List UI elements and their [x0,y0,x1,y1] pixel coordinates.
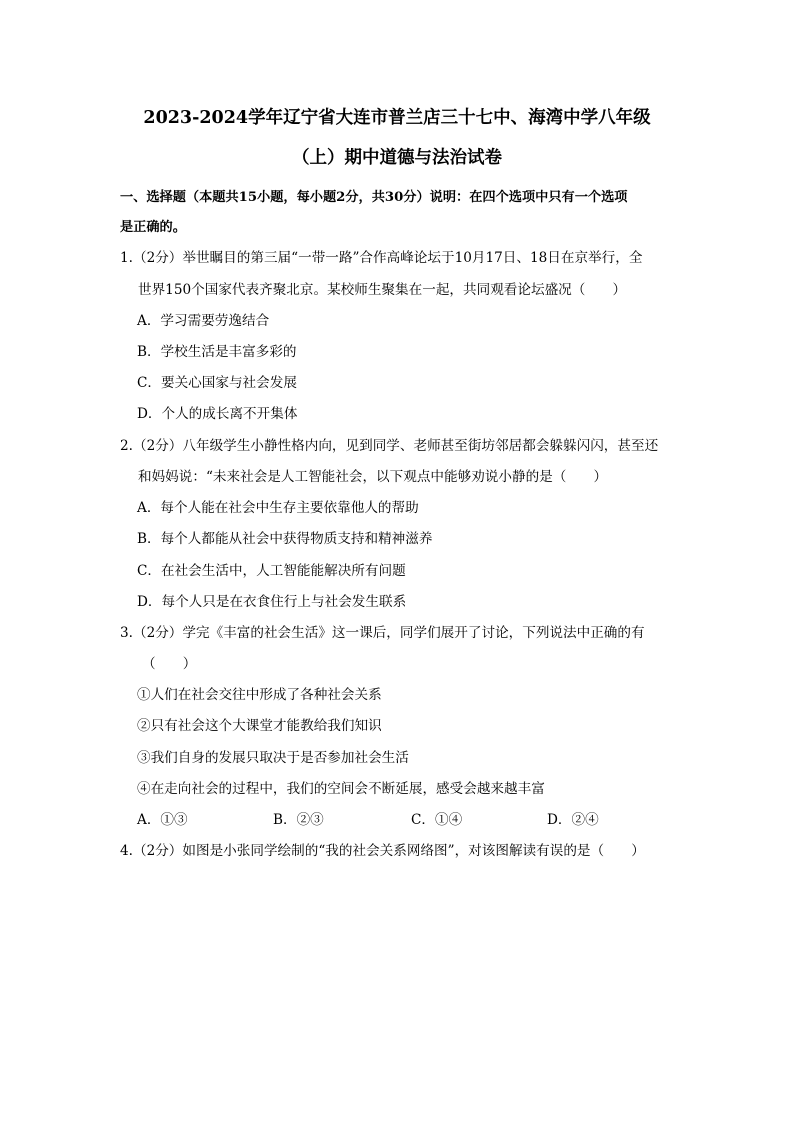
question-4-stem: 4.（2分）如图是小张同学绘制的“我的社会关系网络图”，对该图解读有误的是（ ） [120,843,645,859]
question-3-option-d: D．②④ [547,812,599,828]
question-3-option-c: C．①④ [411,812,463,828]
section-heading: 一、选择题（本题共15小题，每小题2分，共30分）说明：在四个选项中只有一个选项 [120,190,628,205]
question-3-statement-4: ④在走向社会的过程中，我们的空间会不断延展，感受会越来越丰富 [137,781,545,797]
exam-title-line1: 2023-2024学年辽宁省大连市普兰店三十七中、海湾中学八年级 [143,108,651,128]
question-1-stem: 1.（2分）举世瞩目的第三届“一带一路”合作高峰论坛于10月17日、18日在京举行，全 [120,250,643,266]
question-3-stem-cont: （ ） [142,656,197,672]
question-1-option-b: B．学校生活是丰富多彩的 [137,344,297,360]
question-1-stem-cont: 世界150个国家代表齐聚北京。某校师生聚集在一起，共同观看论坛盛况（ ） [138,282,627,298]
question-3-statement-3: ③我们自身的发展只取决于是否参加社会生活 [137,750,409,766]
question-3-option-a: A．①③ [137,812,188,828]
question-1-option-a: A．学习需要劳逸结合 [137,313,270,329]
question-3-stem: 3.（2分）学完《丰富的社会生活》这一课后，同学们展开了讨论，下列说法中正确的有 [120,625,645,641]
question-2-stem: 2.（2分）八年级学生小静性格内向，见到同学、老师甚至街坊邻居都会躲躲闪闪，甚至还 [120,438,659,454]
question-1-option-c: C．要关心国家与社会发展 [137,375,297,391]
question-3-statement-1: ①人们在社会交往中形成了各种社会关系 [137,687,382,703]
question-3-statement-2: ②只有社会这个大课堂才能教给我们知识 [137,718,382,734]
section-heading-cont: 是正确的。 [120,220,186,235]
question-2-option-d: D．每个人只是在衣食住行上与社会发生联系 [137,594,407,610]
question-3-option-b: B．②③ [273,812,324,828]
question-2-stem-cont: 和妈妈说：“未来社会是人工智能社会，以下观点中能够劝说小静的是（ ） [138,469,608,485]
question-2-option-c: C．在社会生活中，人工智能能解决所有问题 [137,563,406,579]
question-2-option-b: B．每个人都能从社会中获得物质支持和精神滋养 [137,531,433,547]
exam-title-line2: （上）期中道德与法治试卷 [292,148,502,168]
question-1-option-d: D．个人的成长离不开集体 [137,406,298,422]
question-2-option-a: A．每个人能在社会中生存主要依靠他人的帮助 [137,500,419,516]
